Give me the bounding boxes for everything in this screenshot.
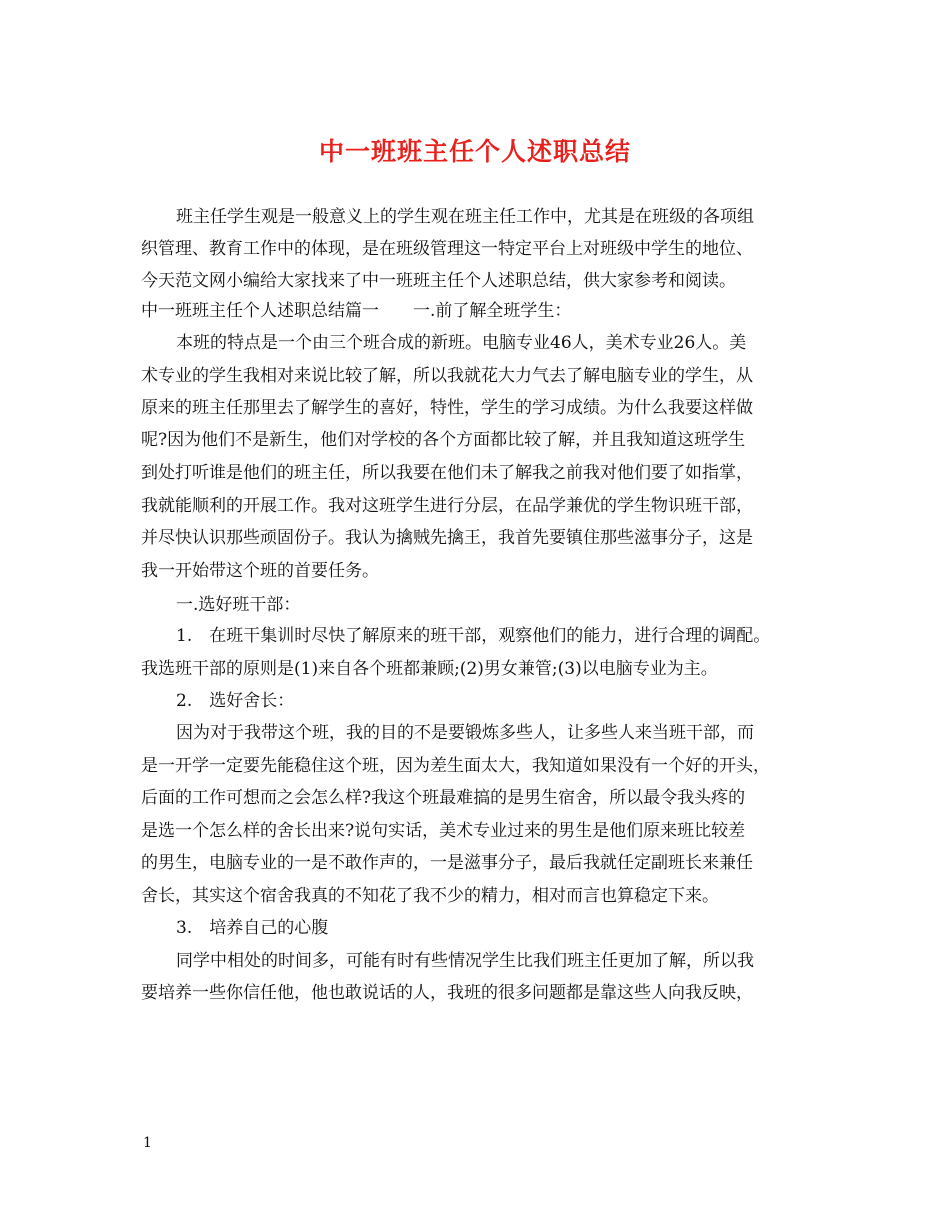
paragraph-line: 织管理、教育工作中的体现，是在班级管理这一特定平台上对班级中学生的地位、 xyxy=(141,239,753,259)
paragraph-line: 术专业的学生我相对来说比较了解，所以我就花大力气去了解电脑专业的学生，从 xyxy=(141,366,753,386)
paragraph-line: 今天范文网小编给大家找来了中一班班主任个人述职总结，供大家参考和阅读。 xyxy=(141,271,736,291)
paragraph-line: 后面的工作可想而之会怎么样?我这个班最难搞的是男生宿舍，所以最令我头疼的 xyxy=(141,788,746,808)
paragraph-line: 班主任学生观是一般意义上的学生观在班主任工作中，尤其是在班级的各项组 xyxy=(176,207,754,227)
paragraph-line: 本班的特点是一个由三个班合成的新班。电脑专业46人，美术专业26人。美 xyxy=(176,333,747,353)
paragraph-line: 呢?因为他们不是新生，他们对学校的各个方面都比较了解，并且我知道这班学生 xyxy=(141,430,746,450)
paragraph-line: 我就能顺利的开展工作。我对这班学生进行分层，在品学兼优的学生物识班干部， xyxy=(141,496,753,516)
section-heading-line: 中一班班主任个人述职总结篇一 一.前了解全班学生： xyxy=(141,301,572,321)
paragraph-line: 并尽快认识那些顽固份子。我认为擒贼先擒王，我首先要镇住那些滋事分子，这是 xyxy=(141,528,753,548)
paragraph-line: 要培养一些你信任他，他也敢说话的人，我班的很多问题都是靠这些人向我反映， xyxy=(141,983,753,1003)
paragraph-line: 舍长，其实这个宿舍我真的不知花了我不少的精力，相对而言也算稳定下来。 xyxy=(141,886,719,906)
paragraph-line: 我一开始带这个班的首要任务。 xyxy=(141,561,379,581)
list-item-line: 2. 选好舍长： xyxy=(176,691,295,711)
list-item-line: 1. 在班干集训时尽快了解原来的班干部，观察他们的能力，进行合理的调配。 xyxy=(176,626,771,646)
paragraph-line: 同学中相处的时间多，可能有时有些情况学生比我们班主任更加了解，所以我 xyxy=(176,951,754,971)
paragraph-line: 的男生，电脑专业的一是不敢作声的，一是滋事分子，最后我就任定副班长来兼任 xyxy=(141,853,753,873)
paragraph-line: 原来的班主任那里去了解学生的喜好，特性，学生的学习成绩。为什么我要这样做 xyxy=(141,398,753,418)
paragraph-line: 到处打听谁是他们的班主任，所以我要在他们未了解我之前我对他们要了如指掌， xyxy=(141,463,753,483)
section-heading-line: 一.选好班干部： xyxy=(176,595,301,615)
paragraph-line: 是一开学一定要先能稳住这个班，因为差生面太大，我知道如果没有一个好的开头， xyxy=(141,756,770,776)
list-item-line: 3. 培养自己的心腹 xyxy=(176,918,329,938)
paragraph-line: 因为对于我带这个班，我的目的不是要锻炼多些人，让多些人来当班干部，而 xyxy=(176,723,754,743)
document-title: 中一班班主任个人述职总结 xyxy=(318,137,631,166)
paragraph-line: 我选班干部的原则是(1)来自各个班都兼顾;(2)男女兼管;(3)以电脑专业为主。 xyxy=(141,659,718,679)
paragraph-line: 是选一个怎么样的舍长出来?说句实话，美术专业过来的男生是他们原来班比较差 xyxy=(141,821,746,841)
page-number: 1 xyxy=(143,1135,152,1151)
